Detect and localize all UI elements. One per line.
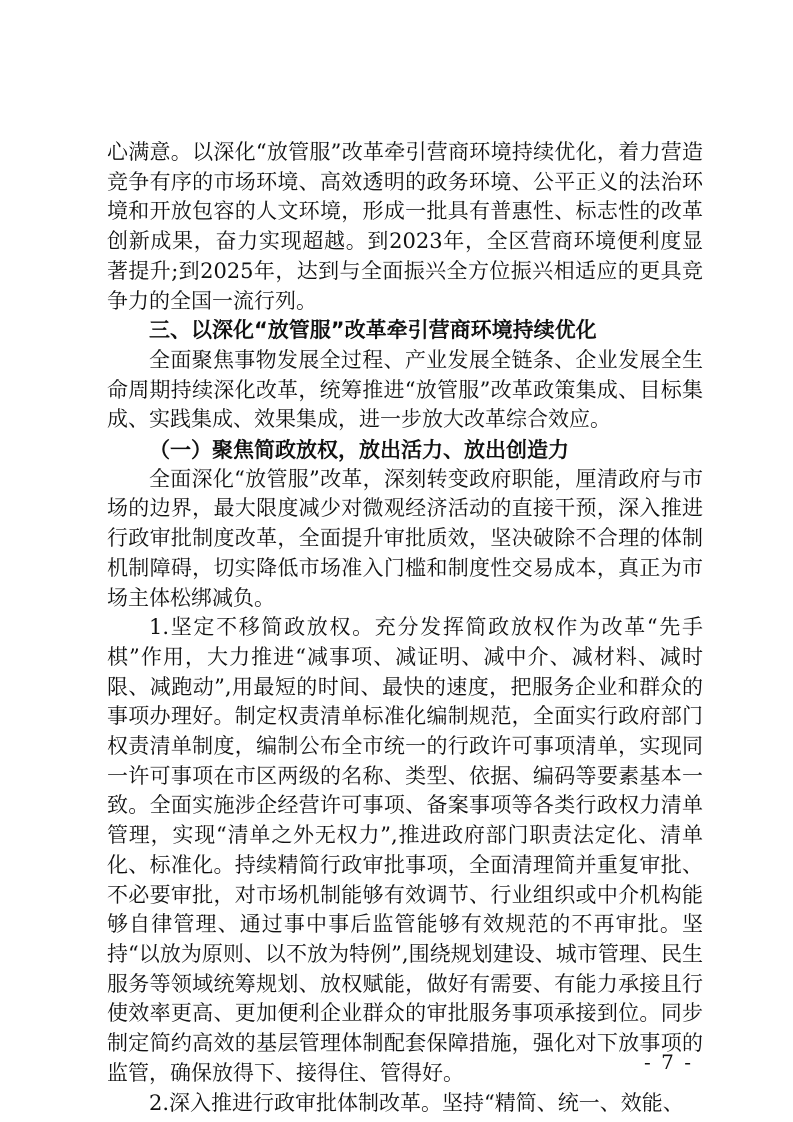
- body-paragraph-4: 1.坚定不移简政放权。充分发挥简政放权作为改革“先手棋”作用，大力推进“减事项、减证明、减中介、减材料、减时限、减跑动”,用最短的时间、最快的速度，把服务企业和群众的事项办理好。制定权责清单标准化编制规范，全面实行政府部门权责清单制度，编制公布全市统一的行政许可事项清单，实现同一许可事项在市区两级的名称、类型、依据、编码等要素基本一致。全面实施涉企经营许可事项、备案事项等各类行政权力清单管理，实现“清单之外无权力”,推进政府部门职责法定化、清单化、标准化。持续精简行政审批事项，全面清理简并重复审批、不必要审批，对市场机制能够有效调节、行业组织或中介机构能够自律管理、通过事中事后监管能够有效规范的不再审批。坚持“以放为原则、以不放为特例”,围绕规划建设、城市管理、民生服务等领域统筹规划、放权赋能，做好有需要、有能力承接且行使效率更高、更加便利企业群众的审批服务事项承接到位。同步制定简约高效的基层管理体制配套保障措施，强化对下放事项的监管，确保放得下、接得住、管得好。: [107, 615, 703, 1085]
- body-paragraph-2: 全面聚焦事物发展全过程、产业发展全链条、企业发展全生命周期持续深化改革，统筹推进“放管服”改革政策集成、目标集成、实践集成、效果集成，进一步放大改革综合效应。: [107, 347, 703, 432]
- sub-heading: （一）聚焦简政放权，放出活力、放出创造力: [149, 437, 569, 463]
- body-paragraph-3: 全面深化“放管服”改革，深刻转变政府职能，厘清政府与市场的边界，最大限度减少对微观经济活动的直接干预，深入推进行政审批制度改革，全面提升审批质效，坚决破除不合理的体制机制障碍，切实降低市场准入门槛和制度性交易成本，真正为市场主体松绑减负。: [107, 466, 703, 610]
- body-paragraph-1: 心满意。以深化“放管服”改革牵引营商环境持续优化，着力营造竞争有序的市场环境、高效透明的政务环境、公平正义的法治环境和开放包容的人文环境，形成一批具有普惠性、标志性的改革创新成果，奋力实现超越。到2023年，全区营商环境便利度显著提升;到2025年，达到与全面振兴全方位振兴相适应的更具竞争力的全国一流行列。: [107, 140, 703, 313]
- page-number: - 7 -: [644, 1050, 693, 1074]
- section-heading: 三、以深化“放管服”改革牵引营商环境持续优化: [149, 318, 597, 343]
- document-page: [107, 138, 703, 1118]
- body-paragraph-5: 2.深入推进行政审批体制改革。坚持“精简、统一、效能、: [149, 1090, 684, 1115]
